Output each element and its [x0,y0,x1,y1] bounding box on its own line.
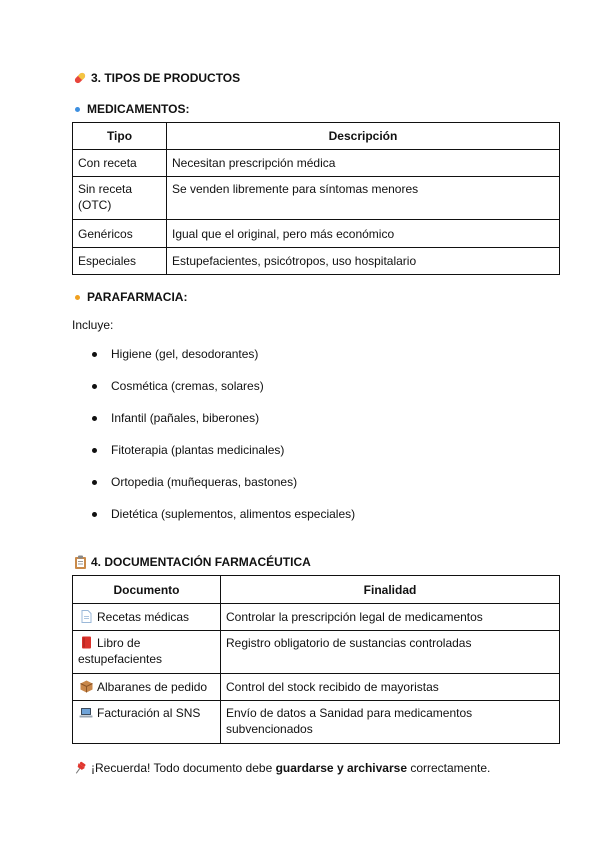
cell-tipo: Sin receta (OTC) [73,177,167,220]
section-4-title-text: 4. DOCUMENTACIÓN FARMACÉUTICA [91,555,311,569]
note-text: ¡Recuerda! Todo documento debe guardarse y archivarse correctamente. [91,761,491,775]
table-header-row [73,123,560,150]
list-item: Dietética (suplementos, alimentos especiales) [72,498,560,530]
cell-descripcion: Se venden libremente para síntomas menores [167,177,560,220]
orange-diamond-icon [75,295,80,300]
table-row [73,220,560,248]
cell-documento: Libro de estupefacientes [73,631,221,674]
cell-finalidad: Control del stock recibido de mayoristas [221,674,560,701]
laptop-icon [78,706,94,720]
cell-tipo: Con receta [73,150,167,177]
column-header: Documento [73,576,221,604]
bullet-icon [92,384,97,389]
cell-tipo: Genéricos [73,220,167,248]
reminder-note [72,761,490,775]
table-row [73,701,560,744]
parafarmacia-intro: Incluye: [72,318,114,332]
column-header: Tipo [73,123,167,150]
table-header-row [73,576,560,604]
parafarmacia-list [72,338,560,530]
bullet-icon [92,352,97,357]
table-row [73,674,560,701]
cell-descripcion: Estupefacientes, psicótropos, uso hospitalario [167,248,560,275]
table-row [73,150,560,177]
bullet-icon [92,512,97,517]
list-item: Higiene (gel, desodorantes) [72,338,560,370]
section-3-title [72,71,240,85]
bullet-icon [92,480,97,485]
pill-icon [72,71,88,85]
page-icon [78,610,94,624]
documentacion-table [72,575,560,744]
section-4-title [72,555,311,569]
cell-descripcion: Necesitan prescripción médica [167,150,560,177]
column-header: Descripción [167,123,560,150]
table-row [73,177,560,220]
cell-finalidad: Registro obligatorio de sustancias controladas [221,631,560,674]
table-row [73,604,560,631]
cell-documento: Recetas médicas [73,604,221,631]
book-icon [78,636,94,650]
parafarmacia-heading: PARAFARMACIA: [72,290,187,304]
clipboard-icon [72,555,88,569]
pushpin-icon [72,761,88,775]
column-header: Finalidad [221,576,560,604]
section-3-title-text: 3. TIPOS DE PRODUCTOS [91,71,241,85]
list-item: Fitoterapia (plantas medicinales) [72,434,560,466]
bullet-icon [92,448,97,453]
cell-documento: Facturación al SNS [73,701,221,744]
list-item: Ortopedia (muñequeras, bastones) [72,466,560,498]
blue-diamond-icon [75,107,80,112]
table-row [73,631,560,674]
table-row [73,248,560,275]
list-item: Cosmética (cremas, solares) [72,370,560,402]
list-item: Infantil (pañales, biberones) [72,402,560,434]
bullet-icon [92,416,97,421]
medicamentos-table [72,122,560,275]
cell-finalidad: Envío de datos a Sanidad para medicamentos subvencionados [221,701,560,744]
cell-descripcion: Igual que el original, pero más económico [167,220,560,248]
cell-finalidad: Controlar la prescripción legal de medicamentos [221,604,560,631]
medicamentos-heading: MEDICAMENTOS: [72,102,189,116]
cell-tipo: Especiales [73,248,167,275]
package-icon [78,680,94,694]
cell-documento: Albaranes de pedido [73,674,221,701]
